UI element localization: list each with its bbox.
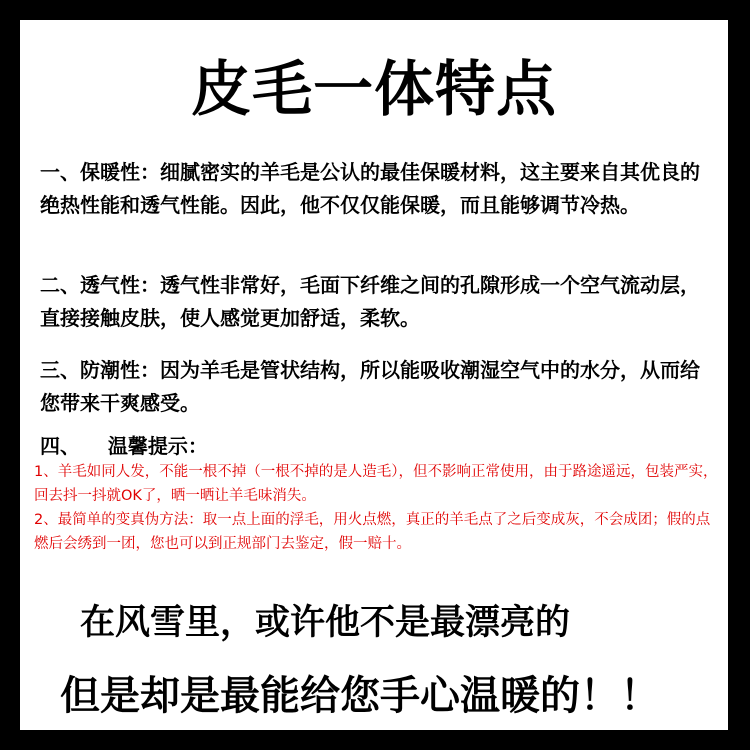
feature-breathability: 二、透气性：透气性非常好，毛面下纤维之间的孔隙形成一个空气流动层，直接接触皮肤，使人感觉更加舒适，柔软。 <box>40 273 700 330</box>
tip-item-authenticity: 2、最简单的变真伪方法：取一点上面的浮毛，用火点燃，真正的羊毛点了之后变成灰，不会成团；假的点燃后会绣到一团，您也可以到正规部门去鉴定，假一赔十。 <box>34 512 711 552</box>
feature-warmth: 一、保暖性：细腻密实的羊毛是公认的最佳保暖材料，这主要来自其优良的绝热性能和透气性能。因此，他不仅仅能保暖，而且能够调节冷热。 <box>40 160 700 217</box>
tip-item-shedding: 1、羊毛如同人发，不能一根不掉（一根不掉的是人造毛），但不影响正常使用，由于路途遥远，包装严实，回去抖一抖就OK了，晒一晒让羊毛味消失。 <box>34 464 718 504</box>
feature-moisture-resistance: 三、防潮性：因为羊毛是管状结构，所以能吸收潮湿空气中的水分，从而给您带来干爽感受。 <box>40 358 700 415</box>
slogan-line-2: 但是却是最能给您手心温暖的！！ <box>60 673 660 719</box>
feature-card <box>20 20 728 730</box>
page-title: 皮毛一体特点 <box>191 55 557 125</box>
slogan-line-1: 在风雪里，或许他不是最漂亮的 <box>80 603 571 643</box>
tips-heading: 四、 温馨提示： <box>40 434 208 458</box>
